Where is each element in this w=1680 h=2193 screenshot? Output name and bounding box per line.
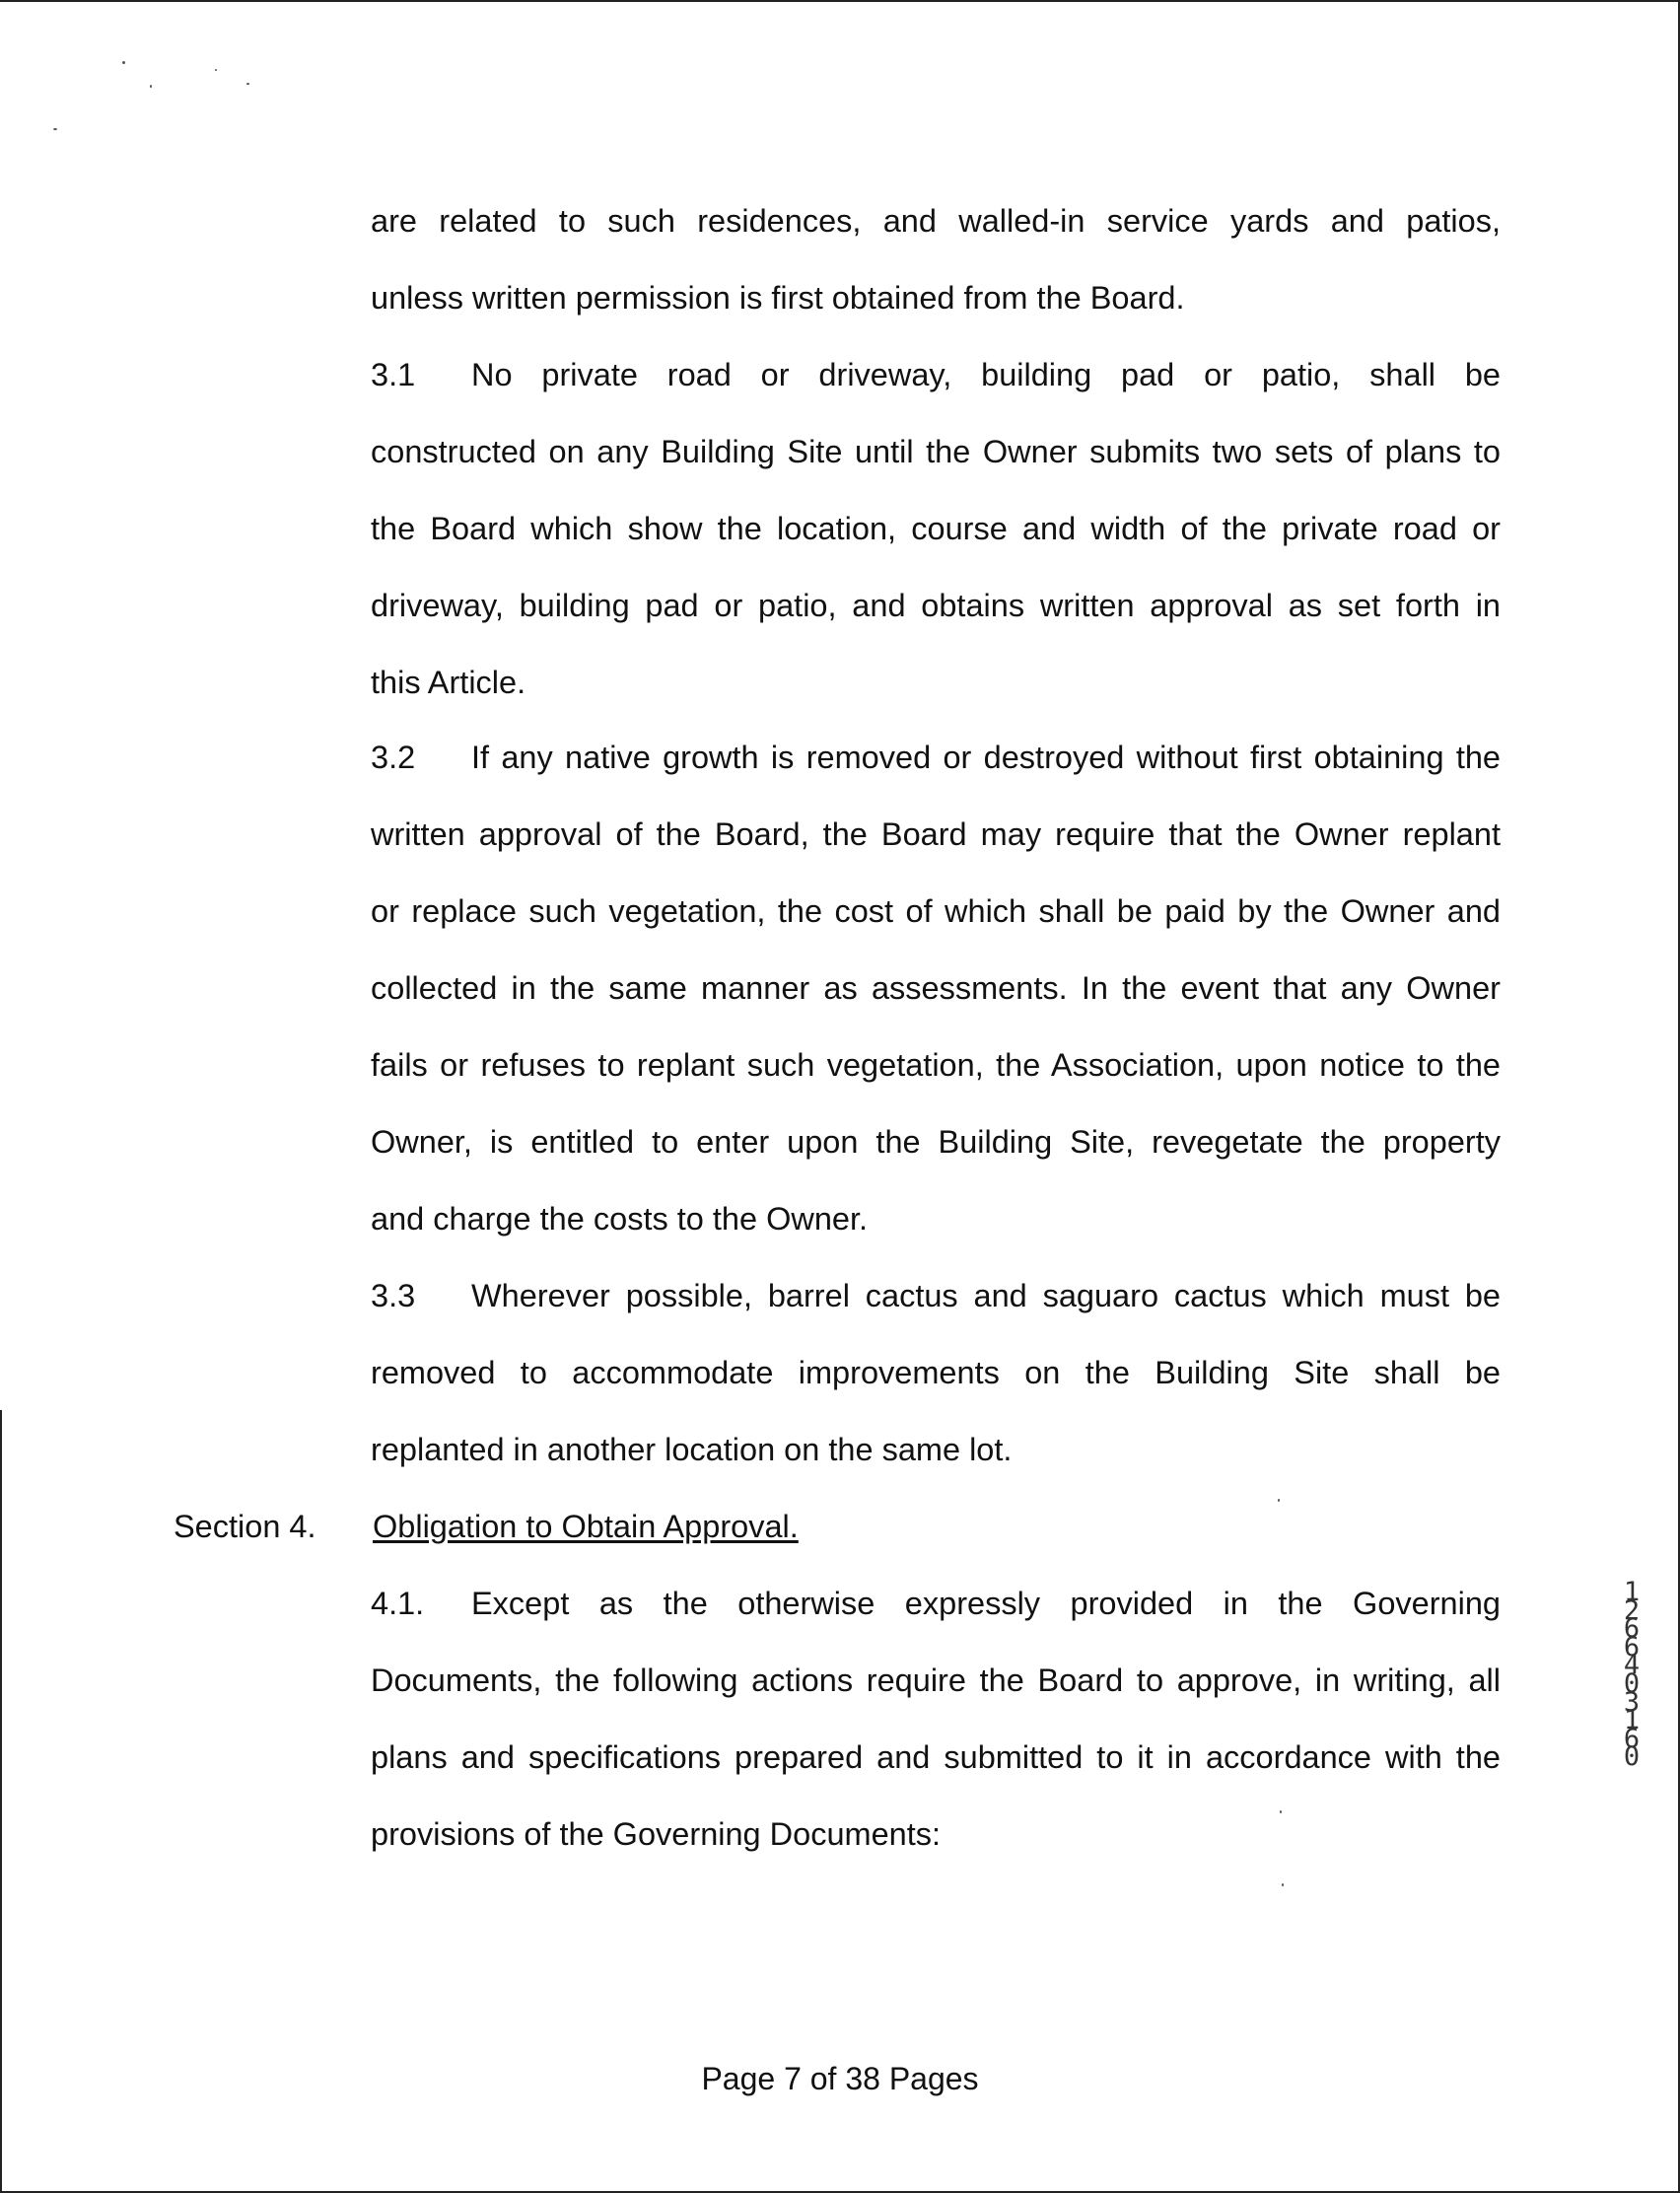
text-line: Wherever possible, barrel cactus and saguaro cactus which must be bbox=[471, 1278, 1501, 1313]
text-line: constructed on any Building Site until the Owner submits two sets of plans to bbox=[371, 434, 1501, 469]
scan-border-top bbox=[0, 0, 1680, 2]
text-line: collected in the same manner as assessments. In the event that any Owner bbox=[371, 970, 1501, 1006]
text-line: If any native growth is removed or destroyed without first obtaining the bbox=[471, 740, 1501, 775]
scan-speck bbox=[122, 61, 125, 64]
scan-speck bbox=[215, 69, 217, 71]
paragraph-3-2-line bbox=[371, 738, 1501, 777]
page-footer: Page 7 of 38 Pages bbox=[701, 2061, 979, 2096]
scan-speck bbox=[150, 85, 152, 88]
text-line: provisions of the Governing Documents: bbox=[371, 1816, 942, 1852]
paragraph-4-1-line bbox=[371, 1584, 1501, 1623]
paragraph-number: 4.1. bbox=[371, 1586, 425, 1621]
text-line: plans and specifications prepared and submitted to it in accordance with the bbox=[371, 1739, 1501, 1775]
text-line: unless written permission is first obtained from the Board. bbox=[371, 280, 1185, 316]
text-line: replanted in another location on the same lot. bbox=[371, 1432, 1013, 1467]
text-line: fails or refuses to replant such vegetation, the Association, upon notice to the bbox=[371, 1047, 1501, 1083]
text-line: the Board which show the location, course and width of the private road or bbox=[371, 511, 1501, 546]
scan-speck bbox=[53, 128, 57, 130]
scan-speck bbox=[246, 83, 249, 85]
text-line: Documents, the following actions require the Board to approve, in writing, all bbox=[371, 1662, 1501, 1698]
text-line: No private road or driveway, building pad or patio, shall be bbox=[471, 357, 1501, 392]
text-line: and charge the costs to the Owner. bbox=[371, 1201, 869, 1237]
paragraph-3-3-line bbox=[371, 1276, 1501, 1315]
text-line: Owner, is entitled to enter upon the Building Site, revegetate the property bbox=[371, 1124, 1501, 1160]
paragraph-3-1-line bbox=[371, 355, 1501, 394]
text-line: this Article. bbox=[371, 665, 526, 700]
text-line: driveway, building pad or patio, and obtains written approval as set forth in bbox=[371, 588, 1501, 623]
text-line: are related to such residences, and walled-in service yards and patios, bbox=[371, 203, 1501, 239]
paragraph-number: 3.3 bbox=[371, 1278, 416, 1313]
text-line: Except as the otherwise expressly provided in the Governing bbox=[471, 1586, 1501, 1621]
scan-speck bbox=[1282, 1883, 1284, 1886]
recording-number-stamp: 12664 03160 bbox=[1623, 1577, 1656, 1773]
scan-speck bbox=[1278, 1499, 1280, 1502]
text-line: written approval of the Board, the Board may require that the Owner replant bbox=[371, 816, 1501, 852]
scan-speck bbox=[1280, 1810, 1282, 1813]
text-line: or replace such vegetation, the cost of which shall be paid by the Owner and bbox=[371, 893, 1501, 929]
section-title: Obligation to Obtain Approval. bbox=[373, 1509, 799, 1544]
paragraph-number: 3.1 bbox=[371, 357, 416, 392]
text-line: removed to accommodate improvements on the Building Site shall be bbox=[371, 1355, 1501, 1390]
section-label: Section 4. bbox=[174, 1509, 316, 1544]
paragraph-number: 3.2 bbox=[371, 740, 416, 775]
